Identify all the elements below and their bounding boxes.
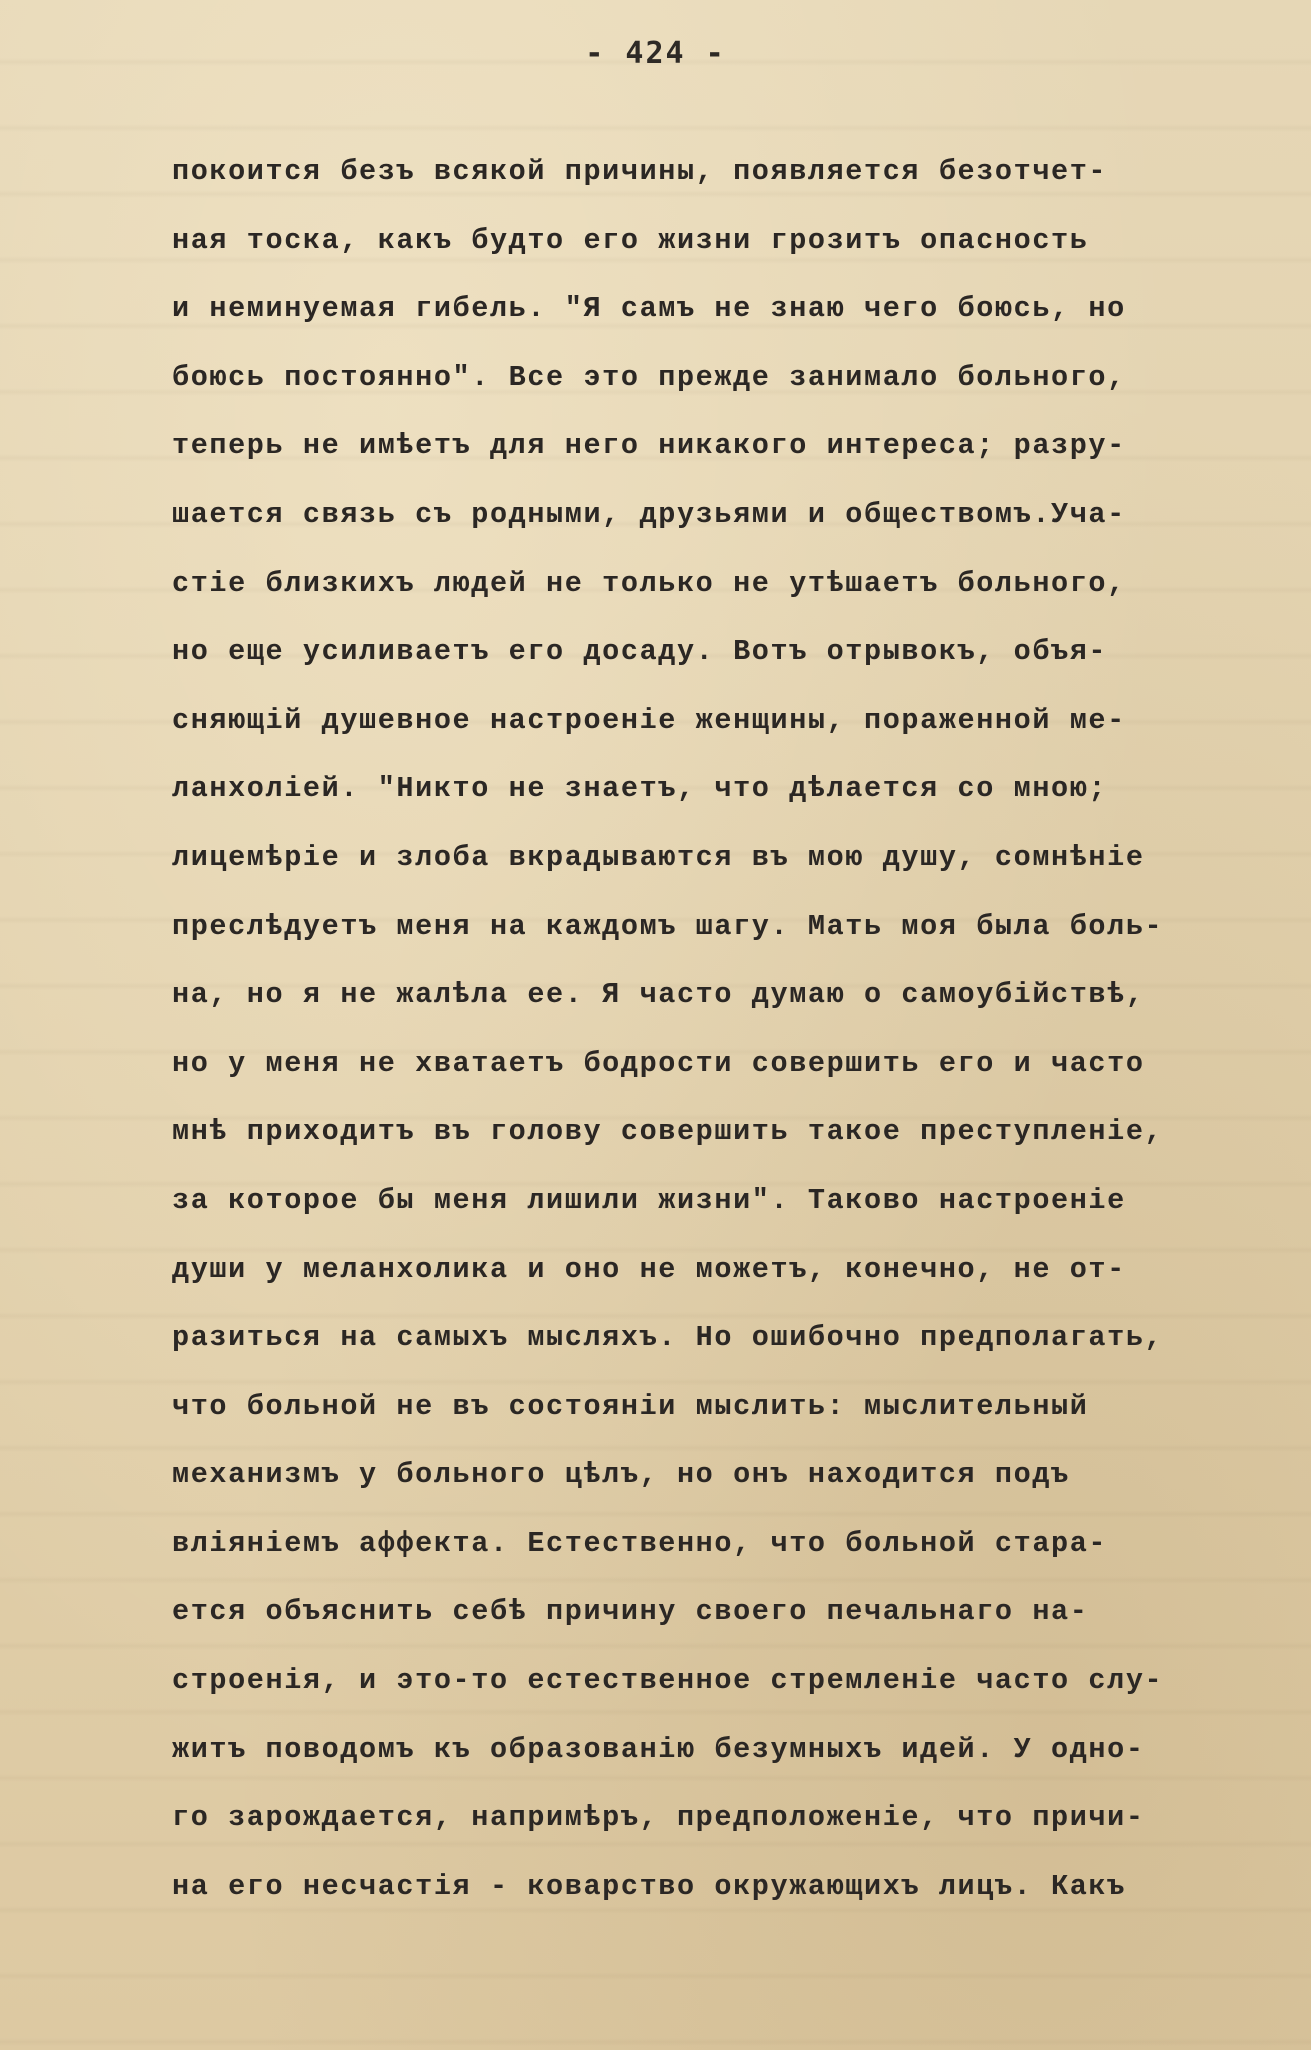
text-line: что больной не въ состояніи мыслить: мыслительный [172, 1389, 1089, 1423]
text-line: стіе близкихъ людей не только не утѣшаетъ больного, [172, 566, 1126, 600]
text-line: преслѣдуетъ меня на каждомъ шагу. Мать моя была боль- [172, 909, 1164, 943]
page-number: - 424 - [585, 36, 726, 71]
text-line: разиться на самыхъ мысляхъ. Но ошибочно предполагать, [172, 1321, 1164, 1355]
text-line: механизмъ у больного цѣлъ, но онъ находится подъ [172, 1458, 1070, 1492]
text-line: сняющій душевное настроеніе женщины, пораженной ме- [172, 703, 1126, 737]
text-line: на его несчастія - коварство окружающихъ лицъ. Какъ [172, 1869, 1126, 1903]
text-line: житъ поводомъ къ образованію безумныхъ идей. У одно- [172, 1732, 1145, 1766]
text-line: за которое бы меня лишили жизни". Таково настроеніе [172, 1183, 1126, 1217]
text-line: души у меланхолика и оно не можетъ, конечно, не от- [172, 1252, 1126, 1286]
text-line: боюсь постоянно". Все это прежде занимало больного, [172, 360, 1126, 394]
text-line: мнѣ приходитъ въ голову совершить такое преступленіе, [172, 1115, 1164, 1149]
text-line: вліяніемъ аффекта. Естественно, что больной стара- [172, 1526, 1108, 1560]
text-line: лицемѣріе и злоба вкрадываются въ мою душу, сомнѣніе [172, 840, 1145, 874]
text-line: ланхоліей. "Никто не знаетъ, что дѣлается со мною; [172, 772, 1108, 806]
text-line: но еще усиливаетъ его досаду. Вотъ отрывокъ, объя- [172, 635, 1108, 669]
text-line: но у меня не хватаетъ бодрости совершить его и часто [172, 1046, 1145, 1080]
text-line: теперь не имѣетъ для него никакого интереса; разру- [172, 429, 1126, 463]
body-text [172, 138, 1292, 1921]
text-line: ется объяснить себѣ причину своего печальнаго на- [172, 1595, 1089, 1629]
text-line: ная тоска, какъ будто его жизни грозитъ опасность [172, 223, 1089, 257]
text-line: шается связь съ родными, друзьями и обществомъ.Уча- [172, 497, 1126, 531]
text-line: покоится безъ всякой причины, появляется безотчет- [172, 155, 1108, 188]
text-line: строенія, и это-то естественное стремленіе часто слу- [172, 1664, 1164, 1698]
text-line: на, но я не жалѣла ее. Я часто думаю о самоубійствѣ, [172, 978, 1145, 1012]
text-line: и неминуемая гибель. "Я самъ не знаю чего боюсь, но [172, 292, 1126, 326]
text-line: го зарождается, напримѣръ, предположеніе, что причи- [172, 1801, 1145, 1835]
